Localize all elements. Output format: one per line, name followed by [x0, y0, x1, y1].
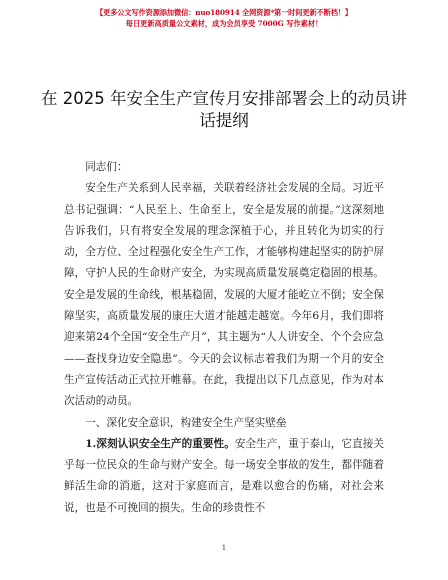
subsection-lead: 1.深刻认识安全生产的重要性。	[85, 437, 235, 450]
promo-banner	[0, 7, 448, 29]
body-paragraph-2	[64, 434, 384, 519]
promo-banner-line1: 【更多公文写作资源添加微信：nuo180914 全网资源*第一时间更新不断档！】	[96, 8, 352, 17]
body-paragraph-2-text: 安全生产，重于泰山，它直接关乎每一位民众的生命与财产安全。每一场安全事故的发生，都伴随着鲜活生命的消逝，这对于家庭而言，是难以愈合的伤痛，对社会来说，也是不可挽回的损失。生命的珍贵性不	[64, 437, 384, 514]
section-heading-1: 一、深化安全意识，构建安全生产坚实壁垒	[85, 416, 287, 429]
salutation: 同志们：	[85, 161, 128, 173]
page-number: 1	[221, 544, 227, 552]
promo-banner-line2: 每日更新高质量公文素材，成为会员享受 7000G 写作素材！	[125, 19, 323, 28]
document-title: 在 2025 年安全生产宣传月安排部署会上的动员讲话提纲	[41, 89, 407, 130]
body-paragraph-1: 安全生产关系到人民幸福，关联着经济社会发展的全局。习近平总书记强调：“人民至上、生命至上，安全是发展的前提。”这深刻地告诉我们，只有将安全发展的理念深植于心，并且转化为切实的行动，全方位、全过程强化安全生产工作，才能够构建起坚实的防护屏障，守护人民的生命财产安全，为实现高质量发展奠定稳固的根基。安全是发展的生命线，根基稳固，发展的大厦才能屹立不倒；安全保障坚实，高质量发展的康庄大道才能越走越宽。今年6月，我们即将迎来第24个全国“安全生产月”，其主题为“人人讲安全、个个会应急——查找身边安全隐患”。今天的会议标志着我们为期一个月的安全生产宣传活动正式拉开帷幕。在此，我提出以下几点意见，作为对本次活动的动员。	[64, 182, 384, 408]
document-body	[64, 157, 384, 519]
